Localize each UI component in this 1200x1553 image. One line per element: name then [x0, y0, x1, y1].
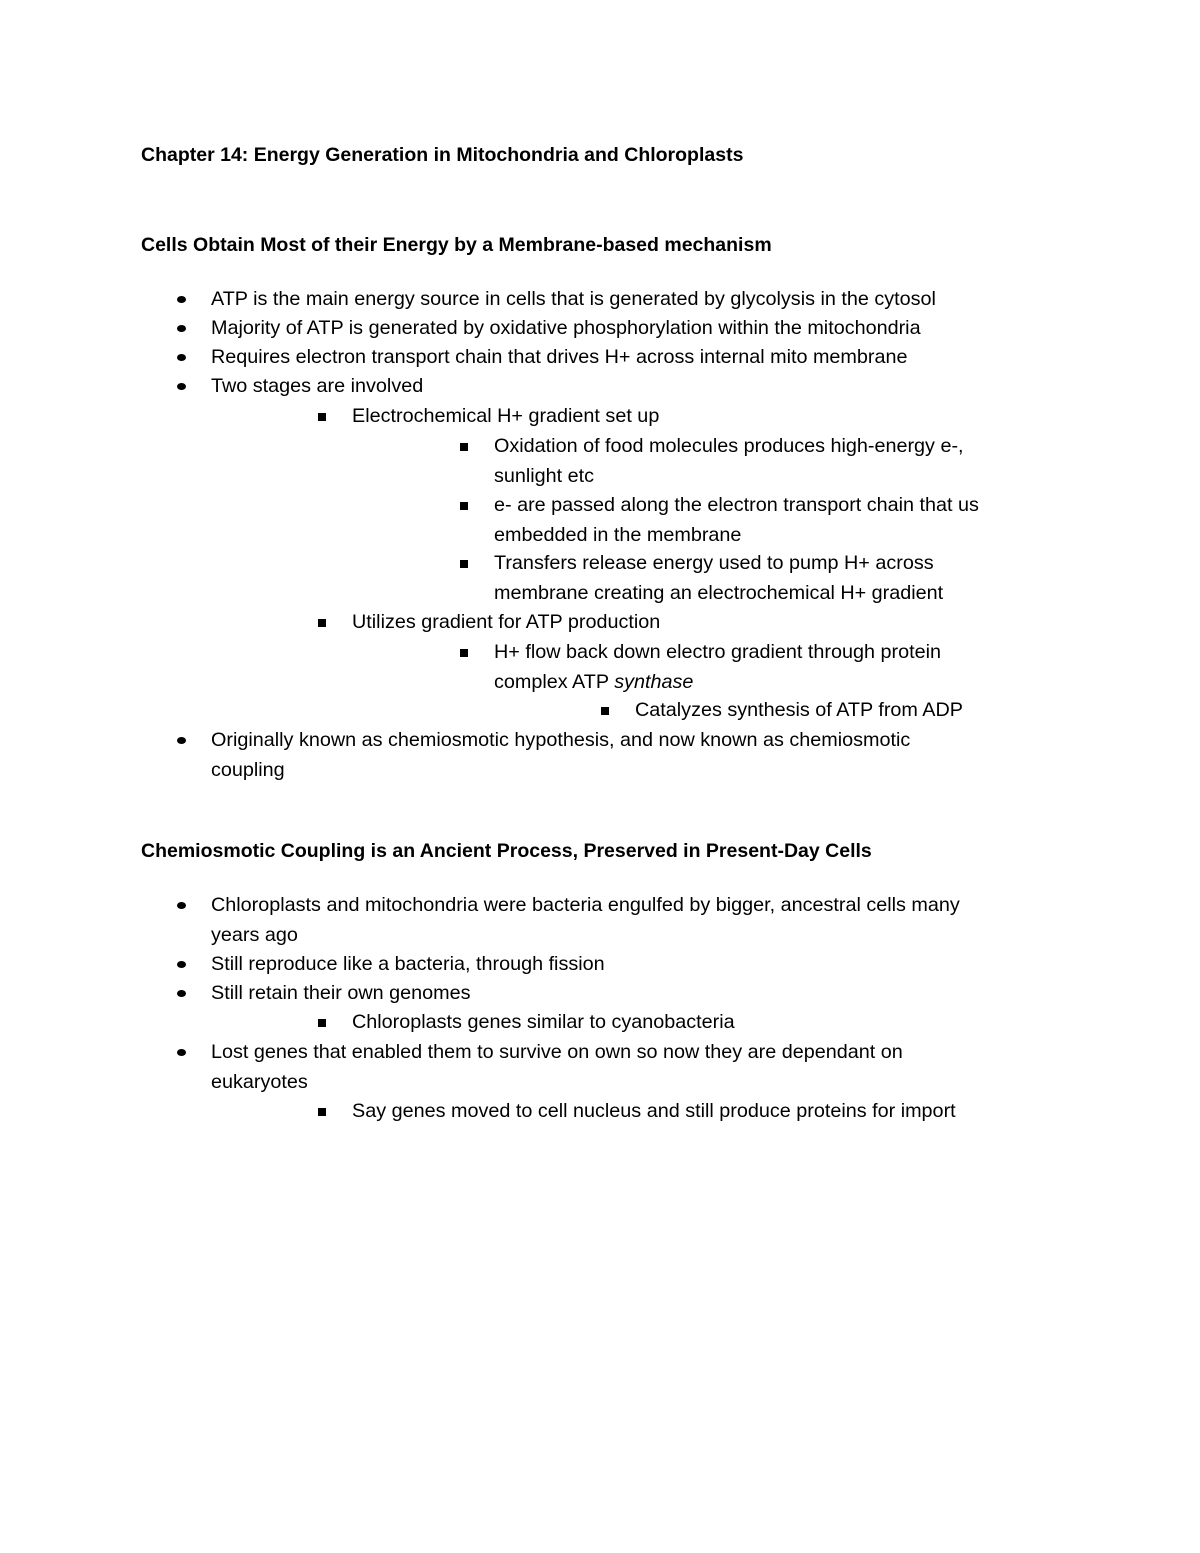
emphasis-text: synthase — [614, 670, 694, 693]
list-item: Transfers release energy used to pump H+ across membrane creating an electrochemical H+ gradient — [494, 549, 943, 608]
page-title: Chapter 14: Energy Generation in Mitochondria and Chloroplasts — [141, 144, 744, 166]
bullet-square-icon — [460, 502, 468, 510]
bullet-square-icon — [318, 1108, 326, 1116]
bullet-dot-icon — [177, 902, 186, 909]
list-item: Oxidation of food molecules produces high-energy e-, sunlight etc — [494, 432, 964, 491]
list-item: Originally known as chemiosmotic hypothesis, and now known as chemiosmotic coupling — [211, 726, 910, 785]
bullet-square-icon — [460, 443, 468, 451]
bullet-square-icon — [460, 560, 468, 568]
bullet-square-icon — [460, 649, 468, 657]
bullet-dot-icon — [177, 296, 186, 303]
list-item: Chloroplasts genes similar to cyanobacteria — [352, 1008, 735, 1038]
list-item: Two stages are involved — [211, 372, 423, 402]
bullet-square-icon — [318, 1019, 326, 1027]
bullet-square-icon — [601, 707, 609, 715]
section-heading-2: Chemiosmotic Coupling is an Ancient Process, Preserved in Present-Day Cells — [141, 840, 872, 862]
list-item: Electrochemical H+ gradient set up — [352, 402, 659, 432]
list-item: e- are passed along the electron transport chain that us embedded in the membrane — [494, 491, 979, 550]
list-item: Chloroplasts and mitochondria were bacteria engulfed by bigger, ancestral cells many years ago — [211, 891, 960, 950]
bullet-dot-icon — [177, 325, 186, 332]
bullet-dot-icon — [177, 961, 186, 968]
bullet-dot-icon — [177, 354, 186, 361]
bullet-dot-icon — [177, 383, 186, 390]
bullet-square-icon — [318, 619, 326, 627]
list-item: Lost genes that enabled them to survive on own so now they are dependant on eukaryotes — [211, 1038, 903, 1097]
list-item: Still reproduce like a bacteria, through fission — [211, 950, 605, 980]
bullet-dot-icon — [177, 737, 186, 744]
list-item: Majority of ATP is generated by oxidative phosphorylation within the mitochondria — [211, 314, 921, 344]
bullet-square-icon — [318, 413, 326, 421]
list-item: Catalyzes synthesis of ATP from ADP — [635, 696, 963, 726]
list-item: Say genes moved to cell nucleus and still produce proteins for import — [352, 1097, 956, 1127]
list-item: Utilizes gradient for ATP production — [352, 608, 660, 638]
bullet-dot-icon — [177, 990, 186, 997]
list-item: Requires electron transport chain that drives H+ across internal mito membrane — [211, 343, 908, 373]
list-item: H+ flow back down electro gradient through protein complex ATP synthase — [494, 638, 941, 697]
section-heading-1: Cells Obtain Most of their Energy by a Membrane-based mechanism — [141, 234, 772, 256]
list-item: Still retain their own genomes — [211, 979, 470, 1009]
bullet-dot-icon — [177, 1049, 186, 1056]
list-item: ATP is the main energy source in cells that is generated by glycolysis in the cytosol — [211, 285, 936, 315]
